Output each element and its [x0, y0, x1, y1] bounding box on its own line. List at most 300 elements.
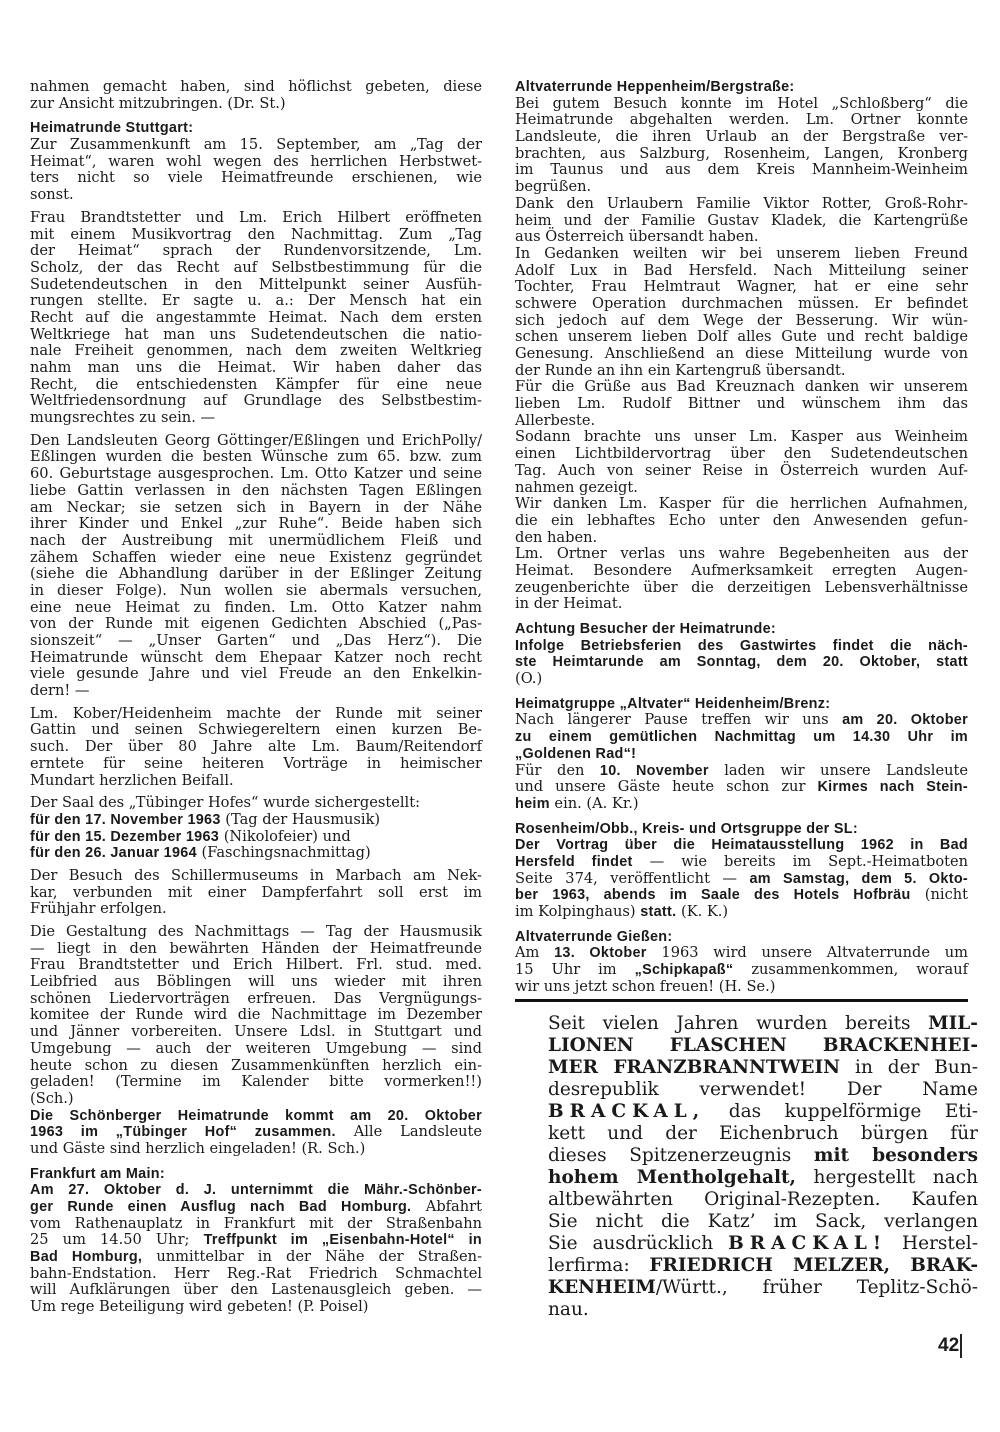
- text-run: ein. (A. Kr.): [549, 794, 639, 812]
- text-line: [30, 957, 482, 974]
- text-line: [515, 162, 968, 179]
- text-line: [515, 246, 968, 263]
- text-run: Tochter, Frau Helmtraut Wagner, hat er eine sehr: [515, 278, 968, 296]
- text-run: im Kolpinghaus): [515, 903, 641, 920]
- bold-text-run: statt.: [640, 904, 677, 920]
- text-run: altbewährten Original-Rezepten. Kaufen: [548, 1189, 978, 1210]
- text-line: [515, 263, 968, 280]
- text-run: Adolf Lux in Bad Hersfeld. Nach Mitteilung seiner: [515, 261, 968, 279]
- text-line: [30, 924, 482, 941]
- bold-text-run: Treffpunkt im „Eisenbahn-Hotel“ in: [203, 1232, 483, 1249]
- article-section: [515, 79, 968, 613]
- bold-text-run: für den 15. Dezember 1963: [30, 828, 220, 845]
- text-run: desrepublik verwendet! Der Name: [548, 1079, 978, 1100]
- text-run: (siehe die Abhandlung darüber in der Eßlinger Zeitung: [30, 565, 482, 583]
- section-heading: Achtung Besucher der Heimatrunde:: [515, 621, 776, 637]
- bold-text-run: hohem Mentholgehalt,: [548, 1167, 796, 1188]
- text-line: [548, 1189, 978, 1211]
- text-run: geladen! (Termine im Kalender bitte vormerken!!): [30, 1073, 482, 1091]
- text-run: zur Ansicht mitzubringen. (Dr. St.): [30, 94, 286, 112]
- text-line: [548, 1057, 978, 1079]
- paragraph: [30, 868, 482, 918]
- text-run: Für die Grüße aus Bad Kreuznach danken wir unserem: [515, 378, 968, 396]
- text-run: Wir danken Lm. Kasper für die herrlichen Aufnahmen,: [515, 495, 968, 513]
- text-run: Abfahrt: [411, 1198, 483, 1215]
- article-section: [515, 929, 968, 996]
- text-line: [515, 296, 968, 313]
- text-line: [30, 96, 482, 113]
- text-line: [515, 513, 968, 530]
- text-run: such. Der über 80 Jahre alte Lm. Baum/Reitendorf: [30, 738, 482, 756]
- text-line: [30, 137, 482, 154]
- bold-text-run: mit besonders: [813, 1145, 978, 1166]
- text-line: [548, 1123, 978, 1145]
- text-run: Leibfried aus Böblingen will uns wieder mit ihren: [30, 973, 482, 991]
- text-run: Der Besuch des Schillermuseums in Marbach am Nek-: [30, 866, 482, 884]
- paragraph: [30, 706, 482, 789]
- text-line: [515, 463, 968, 480]
- text-line: [548, 1211, 978, 1233]
- text-run: (Faschingsnachmittag): [196, 844, 371, 862]
- bold-text-run: für den 17. November 1963: [30, 811, 221, 828]
- text-line: [30, 170, 482, 187]
- text-line: [515, 638, 968, 655]
- paragraph: [515, 546, 968, 613]
- text-line: [30, 277, 482, 294]
- bold-text-run: am Samstag, dem 5. Okto-: [749, 870, 968, 887]
- text-line: [30, 1249, 482, 1266]
- text-line: [515, 887, 968, 904]
- text-line: [30, 991, 482, 1008]
- text-line: [515, 413, 968, 430]
- text-run: Die Gestaltung des Nachmittags — Tag der Hausmusik: [30, 923, 482, 940]
- text-line: [515, 671, 968, 688]
- text-run: Landsleute, die ihren Urlaub an der Bergstraße ver-: [515, 128, 968, 146]
- text-run: bahn-Endstation. Herr Reg.-Rat Friedrich Schmachtel: [30, 1264, 482, 1282]
- text-line: [30, 583, 482, 600]
- text-line: [30, 1041, 482, 1058]
- text-run: Weltfriedensordnung auf Grundlage des Selbstbestim-: [30, 392, 482, 410]
- text-run: Recht, die entschiedensten Kämpfer für eine neue: [30, 375, 482, 393]
- text-run: lerfirma:: [548, 1255, 650, 1276]
- text-line: [515, 580, 968, 597]
- text-run: komitee der Runde wird die Nachmittage im Dezember: [30, 1006, 482, 1024]
- text-run: Umgebung — auch der weiteren Umgebung — sind: [30, 1039, 482, 1057]
- bold-text-run: FRIEDRICH MELZER, BRAK-: [649, 1255, 979, 1276]
- text-run: heute schon zu diesen Zusammenkünften herzlich ein-: [30, 1056, 482, 1074]
- text-run: zeugenberichte über die derzeitigen Lebensverhältnisse: [515, 578, 968, 596]
- advertisement-divider: [515, 999, 968, 1002]
- text-run: Seit vielen Jahren wurden bereits: [548, 1013, 929, 1034]
- brand-name: BRACKAL,: [548, 1101, 706, 1122]
- text-run: /Württ., früher Teplitz-Schö-: [655, 1277, 978, 1298]
- text-run: den haben.: [515, 528, 598, 546]
- text-line: [515, 112, 968, 129]
- text-line: [30, 1024, 482, 1041]
- article-section: [30, 79, 482, 112]
- text-run: sonst.: [30, 186, 74, 204]
- text-run: der Heimat“ sprach der Rundenvorsitzende, Lm.: [30, 242, 482, 260]
- text-run: — wie bereits im Sept.-Heimatboten: [632, 852, 969, 870]
- page-edge-line: [960, 1334, 962, 1358]
- paragraph: [515, 496, 968, 546]
- text-run: Nach längerer Pause treffen wir uns: [515, 711, 843, 729]
- text-line: [30, 433, 482, 450]
- text-run: Zur Zusammenkunft am 15. September, am „Tag der: [30, 136, 482, 154]
- text-run: nale Freiheit genommen, nach dem zweiten Weltkrieg: [30, 342, 482, 360]
- text-run: in dieser Folge). Nun wollen sie abermals versuchen,: [30, 581, 482, 599]
- text-line: [548, 1167, 979, 1189]
- text-line: [30, 310, 482, 327]
- text-run: Für den: [515, 761, 600, 779]
- text-run: die ein lebhaftes Echo unter den Anwesenden gefun-: [515, 511, 968, 529]
- article-section: [30, 120, 482, 1157]
- text-line: [515, 530, 968, 547]
- text-run: Sodann brachte uns unser Lm. Kasper aus Weinheim: [515, 428, 968, 446]
- text-line: [30, 1124, 482, 1141]
- text-line: [30, 706, 482, 723]
- text-line: [30, 466, 482, 483]
- text-run: (Nikolofeier) und: [219, 827, 351, 845]
- text-line: [515, 854, 968, 871]
- bold-text-run: Kirmes nach Stein-: [817, 779, 968, 796]
- text-run: schönen Liedervorträgen erfreuen. Das Vergnügungs-: [30, 989, 482, 1007]
- section-heading: Frankfurt am Main:: [30, 1165, 165, 1182]
- text-run: vom Rathenauplatz in Frankfurt mit der Straßenbahn: [30, 1214, 482, 1232]
- text-line: [30, 756, 482, 773]
- text-run: Der Saal des „Tübinger Hofes“ wurde sichergestellt:: [30, 794, 420, 812]
- text-line: [30, 1182, 482, 1199]
- text-run: 60. Geburtstage ausgesprochen. Lm. Otto Katzer und seine: [30, 465, 482, 483]
- text-run: liebe Gattin verlassen in den nächsten Tagen Eßlingen: [30, 481, 482, 499]
- text-line: [30, 600, 482, 617]
- text-run: nahmen gezeigt.: [515, 478, 638, 496]
- text-line: [548, 1233, 978, 1255]
- text-run: schwere Operation durchmachen müssen. Er befindet: [515, 294, 968, 312]
- text-run: viele gesunde Jahre und viel Freude an den Enkelkin-: [30, 665, 482, 683]
- text-run: Frau Brandtstetter und Erich Hilbert. Frl. stud. med.: [30, 956, 482, 974]
- text-line: [30, 650, 482, 667]
- text-run: (K. K.): [676, 903, 729, 920]
- text-line: [30, 293, 482, 310]
- text-run: das kuppelförmige Eti-: [705, 1101, 978, 1122]
- text-run: Dank den Urlaubern Familie Viktor Rotter, Groß-Rohr-: [515, 194, 968, 212]
- text-line: [548, 1079, 978, 1101]
- text-run: Den Landsleuten Georg Göttinger/Eßlingen und ErichPolly/: [30, 431, 482, 449]
- text-line: [515, 279, 968, 296]
- text-line: [515, 979, 968, 996]
- text-line: [515, 746, 968, 763]
- text-run: nahmen gemacht haben, sind höflichst gebeten, diese: [30, 78, 482, 95]
- bold-text-run: LIONEN FLASCHEN BRACKENHEI-: [548, 1035, 978, 1056]
- text-run: Sudetendeutschen in den Mittelpunkt seiner Ausfüh-: [30, 275, 482, 293]
- text-run: dern! —: [30, 682, 90, 700]
- paragraph: [515, 763, 968, 813]
- paragraph: [515, 837, 968, 920]
- bold-text-run: Der Vortrag über die Heimatausstellung 1962 in Bad: [515, 837, 968, 854]
- text-line: [548, 1255, 979, 1277]
- text-run: (Tag der Hausmusik): [220, 810, 381, 828]
- text-run: Eßlingen wurden die besten Wünsche zum 65. bzw. zum: [30, 448, 482, 466]
- text-run: nach der Austreibung mit unermüdlichem Fleiß und: [30, 531, 482, 549]
- text-run: Scholz, der das Recht auf Selbstbestimmung für die: [30, 258, 482, 276]
- text-line: [30, 885, 482, 902]
- text-line: [30, 533, 482, 550]
- text-line: [30, 1074, 482, 1091]
- text-run: ters nicht so viele Heimatfreunde erschienen, wie: [30, 169, 482, 187]
- text-line: [515, 196, 968, 213]
- text-run: Heimatrunde abgehalten werden. Lm. Ortner konnte: [515, 111, 968, 129]
- text-line: [30, 1299, 482, 1316]
- text-line: [515, 763, 968, 780]
- text-line: [515, 429, 968, 446]
- text-line: [515, 729, 968, 746]
- text-line: [30, 773, 482, 790]
- text-line: [30, 79, 482, 96]
- text-run: heim und der Familie Gustav Kladek, die Kartengrüße: [515, 211, 968, 229]
- bold-text-run: heim: [515, 795, 550, 812]
- text-line: [30, 360, 482, 377]
- text-line: [515, 904, 968, 921]
- bold-text-run: MER FRANZBRANNTWEIN: [548, 1057, 841, 1078]
- text-run: Gattin und seinen Schwiegereltern einen kurzen Be-: [30, 721, 482, 739]
- text-run: mit einem Musikvortrag den Nachmittag. Zum „Tag: [30, 225, 482, 243]
- article-section: [30, 1166, 482, 1316]
- text-run: 1963 wird unsere Altvaterrunde um: [646, 944, 968, 962]
- text-line: [515, 396, 968, 413]
- paragraph: [30, 137, 482, 204]
- text-run: nau.: [548, 1299, 589, 1320]
- bold-text-run: Die Schönberger Heimatrunde kommt am 20. Oktober: [30, 1107, 482, 1124]
- text-line: [30, 187, 482, 204]
- text-run: Alle Landsleute: [335, 1123, 482, 1141]
- bold-text-run: Bad Homburg,: [30, 1249, 143, 1266]
- text-run: Bei gutem Besuch konnte im Hotel „Schloßberg“ die: [515, 94, 968, 112]
- text-run: Allerbeste.: [515, 411, 596, 429]
- text-run: Um rege Beteiligung wird gebeten! (P. Poisel): [30, 1298, 369, 1316]
- text-line: [30, 483, 482, 500]
- text-run: wir uns jetzt schon freuen! (H. Se.): [515, 977, 776, 995]
- bold-text-run: am 20. Oktober: [842, 712, 968, 729]
- text-line: [30, 154, 482, 171]
- bold-text-run: ste Heimtarunde am Sonntag, dem 20. Oktober, statt: [515, 654, 968, 671]
- text-line: [515, 871, 968, 888]
- brackal-advertisement: [548, 1013, 979, 1321]
- brand-name: BRACKAL!: [728, 1233, 888, 1254]
- text-line: [30, 941, 482, 958]
- bold-text-run: KENHEIM: [548, 1277, 656, 1298]
- text-run: schen unserem lieben Dolf alles Gute und recht baldige: [515, 328, 968, 346]
- text-line: [30, 210, 482, 227]
- text-line: [30, 449, 482, 466]
- text-line: [30, 1199, 482, 1216]
- text-line: [515, 179, 968, 196]
- text-run: — liegt in den bewährten Händen der Heimatfreunde: [30, 939, 482, 957]
- text-run: Recht auf die angestammte Heimat. Nach dem ersten: [30, 308, 482, 326]
- text-line: [515, 329, 968, 346]
- paragraph: [515, 429, 968, 496]
- text-run: (O.): [515, 670, 543, 688]
- text-line: [515, 313, 968, 330]
- text-line: [548, 1035, 978, 1057]
- text-line: [30, 795, 482, 812]
- text-run: im Taunus und aus dem Kreis Mannheim-Weinheim: [515, 161, 968, 179]
- right-column: [515, 79, 968, 995]
- bold-text-run: ger Runde einen Ausflug nach Bad Homburg.: [30, 1199, 412, 1215]
- text-line: [515, 229, 968, 246]
- text-line: [30, 1216, 482, 1233]
- text-line: [515, 146, 968, 163]
- text-run: sich jedoch auf dem Wege der Besserung. Wir wün-: [515, 311, 968, 329]
- text-run: will Aufklärungen über den Lastenausgleich geben. —: [30, 1281, 482, 1299]
- section-heading: Rosenheim/Obb., Kreis- und Ortsgruppe der SL:: [515, 820, 858, 837]
- text-run: ihrer Kinder und Enkel „zur Ruhe“. Beide haben sich: [30, 515, 482, 533]
- text-run: Lm. Kober/Heidenheim machte der Runde mit seiner: [30, 704, 482, 722]
- text-line: [30, 868, 482, 885]
- section-heading: Altvaterrunde Heppenheim/Bergstraße:: [515, 79, 795, 95]
- text-run: Weltkriege hat man uns Sudetendeutschen die natio-: [30, 325, 482, 343]
- text-line: [515, 480, 968, 497]
- text-run: hergestellt nach: [795, 1167, 979, 1188]
- paragraph: [515, 712, 968, 762]
- text-run: Tag. Auch von seiner Reise in Österreich wurden Auf-: [515, 461, 968, 479]
- text-run: 25 um 14.50 Uhr;: [30, 1231, 204, 1249]
- paragraph: [515, 638, 968, 688]
- text-run: In Gedanken weilten wir bei unserem lieben Freund: [515, 244, 968, 262]
- text-line: [30, 829, 482, 846]
- text-line: [30, 260, 482, 277]
- paragraph: [515, 379, 968, 429]
- text-line: [548, 1277, 978, 1299]
- paragraph: [30, 79, 482, 112]
- text-line: [30, 516, 482, 533]
- bold-text-run: Hersfeld findet: [515, 853, 633, 870]
- text-run: (nicht: [910, 886, 969, 904]
- text-line: [548, 1299, 965, 1321]
- text-line: [515, 563, 968, 580]
- bold-text-run: Am 27. Oktober d. J. unternimmt die Mähr.-Schönber-: [30, 1182, 482, 1199]
- text-run: Heimat“, waren wohl wegen des herrlichen Herbstwet-: [30, 152, 482, 170]
- text-run: und Gäste sind herzlich eingeladen! (R. Sch.): [30, 1139, 366, 1157]
- text-run: kett und der Eichenbruch bürgen für: [548, 1123, 978, 1144]
- text-line: [30, 410, 482, 427]
- text-run: in der Heimat.: [515, 595, 623, 613]
- text-run: laden wir unsere Landsleute: [708, 761, 968, 779]
- text-line: [30, 633, 482, 650]
- text-line: [515, 546, 968, 563]
- text-line: [515, 129, 968, 146]
- text-line: [30, 1232, 482, 1249]
- text-run: dieses Spitzenerzeugnis: [548, 1145, 814, 1166]
- bold-text-run: ber 1963, abends im Saale des Hotels Hofbräu: [515, 887, 911, 904]
- text-line: [30, 666, 482, 683]
- text-line: [515, 446, 968, 463]
- text-line: [515, 712, 968, 729]
- text-run: sionszeit“ — „Unser Garten“ und „Das Herz“). Die: [30, 632, 482, 649]
- text-run: Seite 374, veröffentlicht —: [515, 869, 750, 887]
- text-line: [515, 379, 968, 396]
- bold-text-run: 10. November: [599, 762, 709, 779]
- paragraph: [515, 945, 968, 995]
- text-run: einen Lichtbildervortrag über den Sudetendeutschen: [515, 445, 968, 463]
- bold-text-run: „Schipkapaß“: [634, 962, 734, 979]
- text-run: Genesung. Anschließend an diese Mitteilung wurde von: [515, 345, 968, 362]
- text-line: [30, 1141, 482, 1158]
- text-line: [30, 901, 482, 918]
- bold-text-run: MIL-: [928, 1013, 978, 1034]
- text-line: [30, 550, 482, 567]
- article-section: [515, 821, 968, 921]
- text-line: [30, 845, 482, 862]
- text-line: [30, 243, 482, 260]
- text-line: [515, 945, 968, 962]
- text-run: Am: [515, 944, 555, 962]
- bold-text-run: „Goldenen Rad“!: [515, 745, 637, 762]
- text-line: [515, 346, 968, 363]
- text-run: brachten, aus Salzburg, Rosenheim, Langen, Kronberg: [515, 144, 968, 162]
- text-line: [30, 500, 482, 517]
- text-run: Lm. Ortner verlas uns wahre Begebenheiten aus der: [515, 545, 968, 563]
- text-run: eine neue Heimat zu finden. Lm. Otto Katzer nahm: [30, 598, 482, 616]
- text-run: aus Österreich übersandt haben.: [515, 228, 759, 246]
- left-column: [30, 79, 482, 1316]
- text-line: [30, 739, 482, 756]
- article-section: [515, 621, 968, 688]
- text-line: [30, 227, 482, 244]
- text-run: zähem Schaffen wieder eine neue Existenz gegründet: [30, 548, 482, 566]
- text-line: [515, 96, 968, 113]
- text-line: [30, 683, 482, 700]
- text-line: [30, 722, 482, 739]
- text-run: mungsrechtes zu sein. —: [30, 409, 216, 427]
- section-heading: Altvaterrunde Gießen:: [515, 928, 673, 945]
- paragraph: [30, 795, 482, 862]
- text-line: [515, 654, 968, 671]
- text-line: [30, 1282, 482, 1299]
- bold-text-run: 13. Oktober: [554, 945, 647, 962]
- text-run: Frühjahr erfolgen.: [30, 900, 167, 918]
- text-run: unmittelbar in der Nähe der Straßen-: [142, 1248, 482, 1266]
- text-line: [30, 616, 482, 633]
- text-line: [30, 377, 482, 394]
- text-run: lieben Lm. Rudolf Bittner und wünschem ihm das: [515, 395, 968, 413]
- text-run: rungen stellte. Er sagte u. a.: Der Mensch hat ein: [30, 292, 482, 310]
- paragraph: [515, 96, 968, 196]
- text-run: kar, verbunden mit einer Dampferfahrt soll erst im: [30, 883, 482, 901]
- text-run: Sie nicht die Katz’ im Sack, verlangen: [548, 1211, 978, 1232]
- bold-text-run: Infolge Betriebsferien des Gastwirtes findet die näch-: [515, 637, 968, 654]
- paragraph: [30, 924, 482, 1158]
- text-run: Herstel-: [887, 1233, 978, 1254]
- text-line: [30, 1058, 482, 1075]
- text-line: [515, 596, 968, 613]
- text-line: [30, 1108, 482, 1125]
- text-run: von der Runde mit eigenen Gedichten Abschied („Pas-: [30, 615, 482, 633]
- text-line: [30, 566, 482, 583]
- text-run: Mundart herzlichen Beifall.: [30, 771, 234, 789]
- text-line: [515, 213, 968, 230]
- bold-text-run: zu einem gemütlichen Nachmittag um 14.30 Uhr im: [515, 729, 968, 746]
- text-line: [515, 796, 968, 813]
- text-run: (Sch.): [30, 1089, 74, 1107]
- text-line: [30, 1007, 482, 1024]
- text-run: und Jänner vorbereiten. Unsere Ldsl. in Stuttgart und: [30, 1023, 482, 1041]
- text-run: Heimat. Besondere Aufmerksamkeit erregten Augen-: [515, 561, 968, 579]
- text-run: am Neckar; sie setzen sich in Bayern in der Nähe: [30, 498, 482, 516]
- article-section: [515, 696, 968, 813]
- text-line: [515, 363, 968, 380]
- text-run: nahm man uns die Heimat. Wir haben daher das: [30, 359, 482, 376]
